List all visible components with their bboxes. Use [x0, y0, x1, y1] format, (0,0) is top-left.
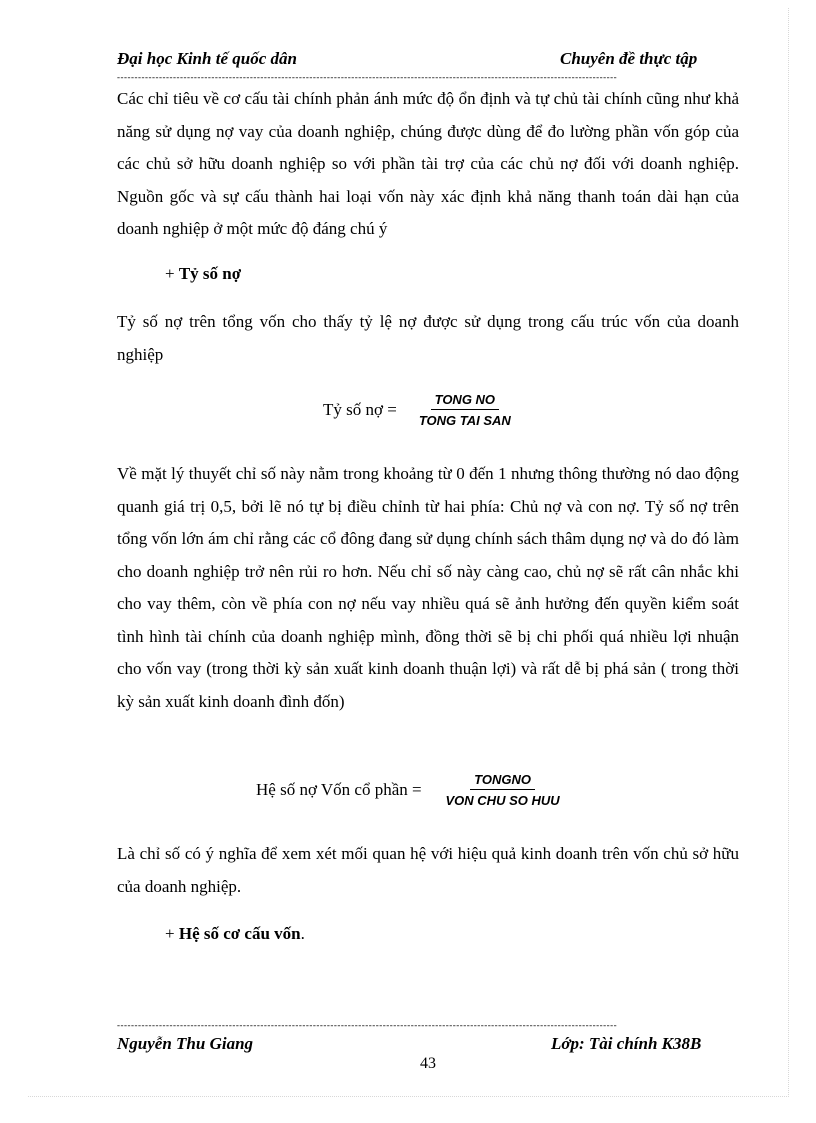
formula-lhs: Tỷ số nợ = [323, 400, 397, 419]
header-report-type: Chuyên đề thực tập [560, 49, 698, 68]
paragraph-debt-ratio-theory: Về mặt lý thuyết chỉ số này nằm trong khoảng từ 0 đến 1 nhưng thông thường nó dao động quanh giá trị 0,5, bởi lẽ nó tự bị điều chỉnh từ hai phía: Chủ nợ và con nợ. Tỷ số nợ trên tổng vốn lớn ám chỉ rằng các cổ đông đang sử dụng chính sách thâm dụng nợ và do đó làm cho doanh nghiệp trở nên rủi ro hơn. Nếu chỉ số này càng cao, chủ nợ sẽ rất cân nhắc khi cho vay thêm, còn về phía con nợ nếu vay nhiều quá sẽ ảnh hưởng đến quyền kiểm soát tình hình tài chính của doanh nghiệp mình, đồng thời sẽ bị chi phối quá nhiều lợi nhuận cho vốn vay (trong thời kỳ sản xuất kinh doanh thuận lợi) và rất dễ bị phá sản ( trong thời kỳ sản xuất kinh doanh đình đốn) [117, 464, 739, 711]
subheading-capital-structure-ratio [165, 924, 305, 944]
formula-numerator: TONG NO [431, 392, 499, 410]
formula-denominator: TONG TAI SAN [418, 413, 511, 428]
subheading-text: Tỷ số nợ [178, 264, 242, 283]
header-university: Đại học Kinh tế quốc dân [117, 49, 297, 68]
subheading-prefix: + [165, 924, 179, 943]
paragraph-debt-ratio-definition: Tỷ số nợ trên tổng vốn cho thấy tỷ lệ nợ được sử dụng trong cấu trúc vốn của doanh nghiệp [117, 312, 739, 364]
footer-class: Lớp: Tài chính K38B [551, 1034, 702, 1053]
formula-lhs: Hệ số nợ Vốn cổ phần = [256, 780, 422, 799]
paragraph-capital-structure: Các chỉ tiêu về cơ cấu tài chính phản ánh mức độ ổn định và tự chủ tài chính cũng như khả năng sử dụng nợ vay của doanh nghiệp, chúng được dùng để đo lường phần vốn góp của các chủ sở hữu doanh nghiệp so với phần tài trợ của các chủ nợ đối với doanh nghiệp. Nguồn gốc và sự cấu thành hai loại vốn này xác định khả năng thanh toán dài hạn của doanh nghiệp ở một mức độ đáng chú ý [117, 89, 739, 238]
formula-fraction [430, 772, 576, 808]
footer-author: Nguyễn Thu Giang [117, 1034, 254, 1053]
page-number: 43 [420, 1055, 436, 1072]
subheading-suffix: . [300, 924, 305, 943]
subheading-prefix: + [165, 264, 179, 283]
formula-numerator: TONGNO [470, 772, 535, 790]
formula-debt-to-equity [256, 772, 576, 808]
formula-debt-ratio [323, 392, 525, 428]
formula-denominator: VON CHU SO HUU [445, 793, 560, 808]
subheading-debt-ratio [165, 264, 241, 284]
header-divider: ----------------------------------------------------------------------------------------------------------------------------------------------- [117, 72, 618, 82]
formula-fraction [405, 392, 525, 428]
subheading-text: Hệ số cơ cấu vốn [178, 924, 301, 943]
paragraph-equity-meaning: Là chỉ số có ý nghĩa để xem xét mối quan hệ với hiệu quả kinh doanh trên vốn chủ sở hữu của doanh nghiệp. [117, 844, 739, 896]
footer-divider: ----------------------------------------------------------------------------------------------------------------------------------------------- [117, 1020, 618, 1030]
